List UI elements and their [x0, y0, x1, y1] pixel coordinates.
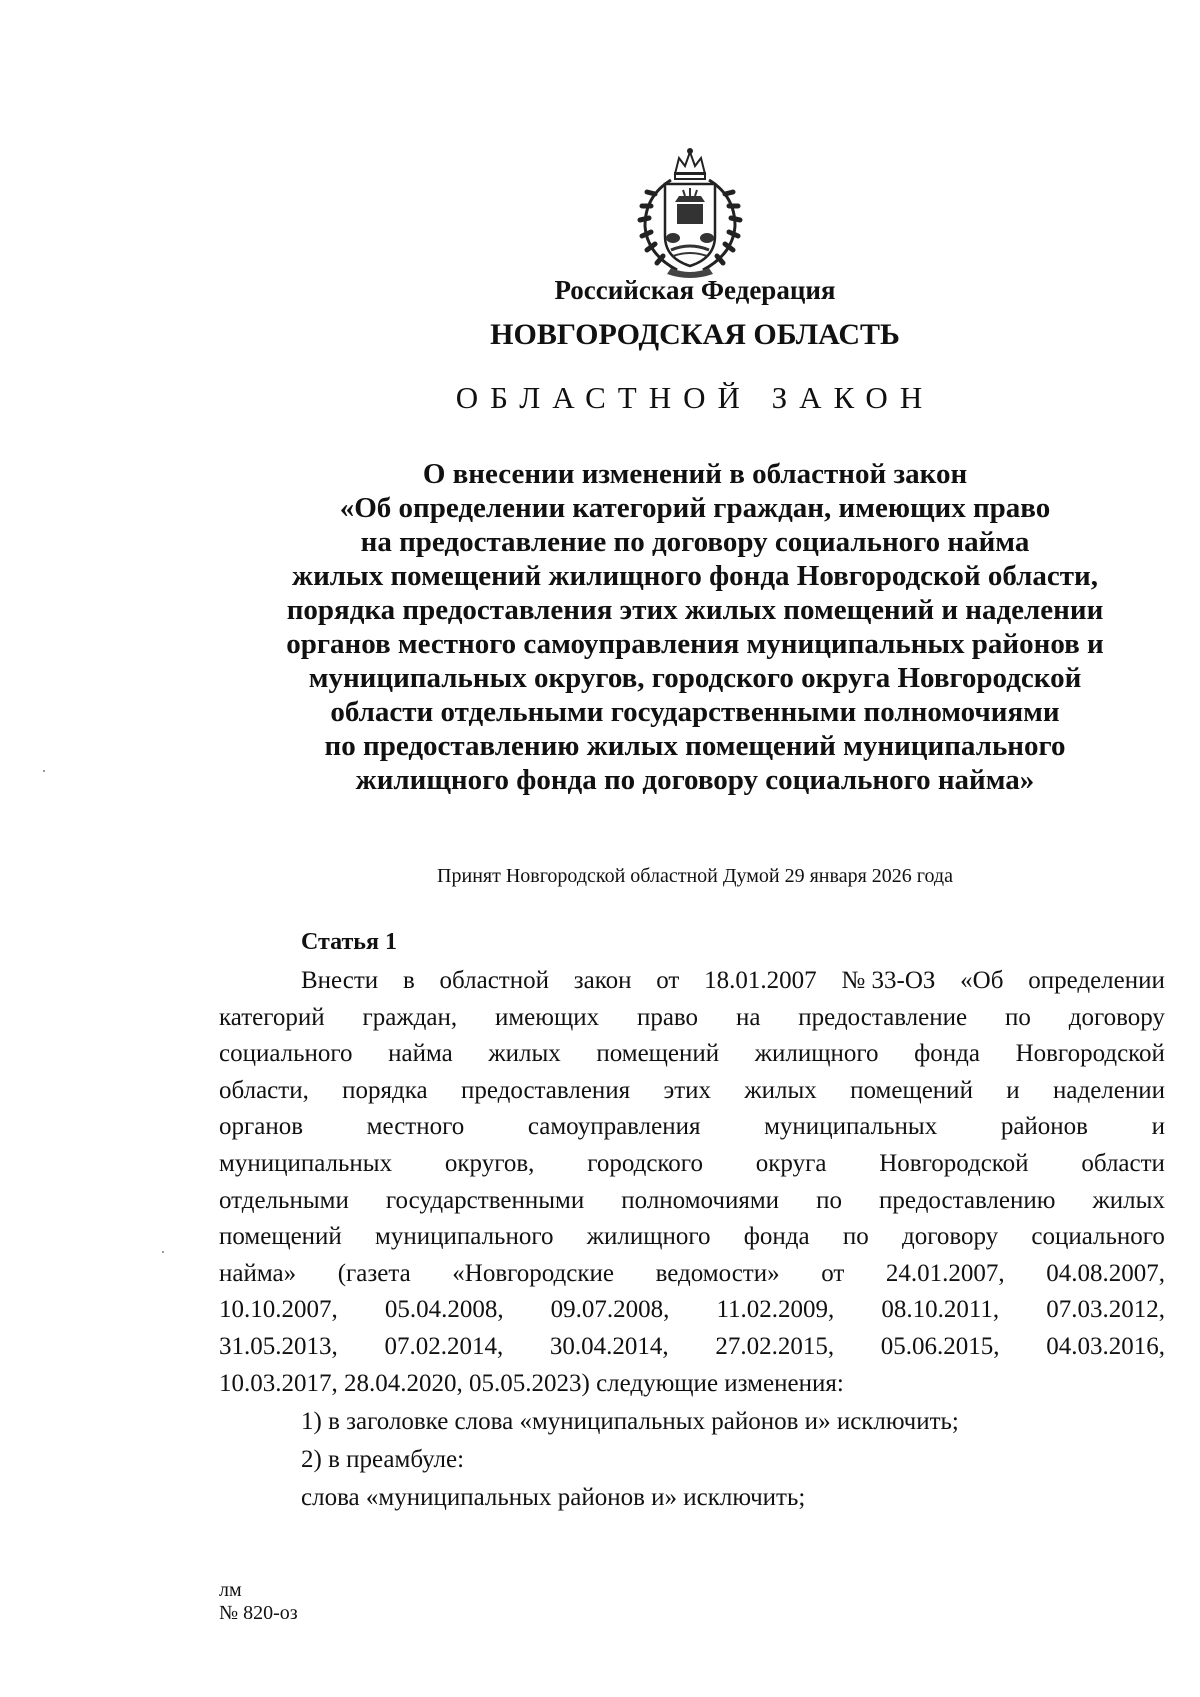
article-word: закон [573, 967, 632, 994]
article-word: жилищного [586, 1223, 711, 1251]
article-word: граждан, [362, 1003, 458, 1031]
article-word: полномочиями [621, 1186, 780, 1214]
article-line [219, 1183, 1165, 1220]
article-word: Новгородской [879, 1149, 1029, 1177]
article-line [219, 1073, 1165, 1110]
article-word: договору [901, 1223, 999, 1251]
article-line [219, 1146, 1165, 1183]
amendment-item: 1) в заголовке слова «муниципальных районов и» исключить; [301, 1408, 959, 1435]
article-word: (газета [337, 1259, 411, 1287]
article-word: муниципального [375, 1223, 554, 1251]
article-word: 04.03.2016, [1046, 1332, 1165, 1360]
law-title-line: О внесении изменений в областной закон [422, 458, 968, 490]
article-word: местного [366, 1113, 465, 1141]
article-word: № 33-ОЗ [841, 967, 936, 994]
header-region: НОВГОРОДСКАЯ ОБЛАСТЬ [490, 318, 900, 351]
article-word: областной [439, 967, 549, 994]
article-word: и [1151, 1113, 1165, 1141]
article-word: социального [219, 1040, 353, 1068]
footer-number: № 820-оз [219, 1602, 298, 1624]
amendment-item: слова «муниципальных районов и» исключить; [301, 1484, 806, 1511]
article-word: наделении [1053, 1076, 1165, 1104]
article-word: по [816, 1186, 842, 1214]
article-body [219, 963, 1165, 1402]
article-word: округа [755, 1149, 827, 1177]
article-line-last: 10.03.2017, 28.04.2020, 05.05.2023) следующие изменения: [219, 1369, 844, 1397]
article-line [219, 1036, 1165, 1073]
law-title-line: на предоставление по договору социального найма [360, 526, 1030, 558]
scan-speck [43, 770, 45, 772]
article-word: 08.10.2011, [881, 1296, 1000, 1324]
header-country: Российская Федерация [554, 275, 836, 305]
article-word: отдельными [219, 1186, 349, 1214]
header-doc-type: ОБЛАСТНОЙ ЗАКОН [455, 380, 935, 415]
law-title [200, 457, 1190, 797]
article-word: 07.03.2012, [1046, 1296, 1165, 1324]
article-word: фонда [743, 1223, 810, 1251]
law-title-line: муниципальных округов, городского округа Новгородской [308, 662, 1082, 694]
article-word: Внести [301, 967, 379, 994]
article-word: жилых [744, 1076, 817, 1104]
law-title-line: жилых помещений жилищного фонда Новгородской области, [292, 560, 1098, 592]
article-line [219, 1292, 1165, 1329]
article-word: области, [219, 1076, 309, 1104]
article-line [219, 1000, 1165, 1037]
footer-initials: лм [219, 1579, 242, 1601]
article-word: 10.10.2007, [219, 1296, 338, 1324]
article-word: государственными [385, 1186, 585, 1214]
article-word: договору [1068, 1003, 1165, 1031]
article-word: «Об [960, 967, 1004, 994]
article-word: 05.04.2008, [384, 1296, 504, 1324]
adoption-note: Принят Новгородской областной Думой 29 января 2026 года [437, 865, 953, 887]
article-word: предоставления [460, 1076, 631, 1104]
article-word: найма [388, 1040, 453, 1068]
article-word: помещений [219, 1223, 342, 1251]
article-word: 04.08.2007, [1046, 1259, 1165, 1287]
amendment-items [301, 1403, 959, 1517]
article-word: и [1006, 1076, 1020, 1104]
article-word: от [656, 967, 680, 994]
article-word: жилых [1092, 1186, 1165, 1214]
article-word: жилищного [754, 1040, 879, 1068]
law-title-line: жилищного фонда по договору социального найма» [355, 764, 1035, 796]
article-word: на [735, 1003, 761, 1031]
coat-of-arms-emblem [631, 146, 749, 278]
article-word: ведомости» [655, 1259, 780, 1287]
law-title-line: порядка предоставления этих жилых помещений и наделении [286, 594, 1104, 626]
article-word: 11.02.2009, [716, 1296, 835, 1324]
article-word: фонда [914, 1040, 980, 1068]
document-footer [219, 1579, 298, 1625]
law-title-line: органов местного самоуправления муниципальных районов и [286, 628, 1104, 660]
article-word: имеющих [494, 1003, 600, 1031]
law-title-line: «Об определении категорий граждан, имеющих право [339, 492, 1051, 524]
article-word: области [1081, 1149, 1165, 1177]
amendment-item: 2) в преамбуле: [301, 1446, 465, 1473]
article-word: социального [1031, 1223, 1165, 1251]
article-word: 24.01.2007, [885, 1259, 1005, 1287]
article-word: помещений [596, 1040, 720, 1068]
article-word: районов [1000, 1113, 1088, 1141]
article-word: 09.07.2008, [550, 1296, 670, 1324]
article-word: этих [663, 1076, 712, 1104]
article-word: 18.01.2007 [704, 967, 817, 994]
article-line [219, 1329, 1165, 1366]
article-line [219, 963, 1165, 1000]
article-word: помещений [850, 1076, 973, 1104]
article-word: Новгородской [1015, 1040, 1165, 1068]
article-word: право [636, 1003, 699, 1031]
article-word: найма» [219, 1259, 297, 1287]
article-word: в [402, 967, 415, 994]
article-word: от [821, 1259, 845, 1287]
law-title-line: по предоставлению жилых помещений муниципального [324, 730, 1066, 762]
article-word: предоставление [798, 1003, 968, 1031]
article-word: определении [1028, 967, 1165, 994]
article-word: муниципальных [219, 1149, 393, 1177]
article-line [219, 1256, 1165, 1293]
article-word: по [1004, 1003, 1031, 1031]
article-word: «Новгородские [452, 1259, 614, 1287]
article-word: 07.02.2014, [384, 1332, 504, 1360]
article-line [219, 1109, 1165, 1146]
law-title-line: области отдельными государственными полномочиями [330, 696, 1060, 728]
article-word: городского [587, 1149, 703, 1177]
article-word: муниципальных [764, 1113, 938, 1141]
article-word: 27.02.2015, [715, 1332, 835, 1360]
article-line [219, 1219, 1165, 1256]
article-word: категорий [219, 1003, 325, 1031]
article-word: жилых [488, 1040, 561, 1068]
article-word: округов, [444, 1149, 535, 1177]
article-word: 05.06.2015, [880, 1332, 1000, 1360]
article-word: 31.05.2013, [219, 1332, 338, 1360]
article-word: 30.04.2014, [549, 1332, 669, 1360]
scan-speck [162, 1251, 164, 1253]
article-heading: Статья 1 [301, 929, 397, 955]
article-word: предоставлению [879, 1186, 1056, 1214]
article-word: самоуправления [527, 1113, 701, 1141]
article-word: порядка [342, 1076, 428, 1104]
article-word: органов [219, 1113, 304, 1141]
article-word: по [842, 1223, 869, 1251]
